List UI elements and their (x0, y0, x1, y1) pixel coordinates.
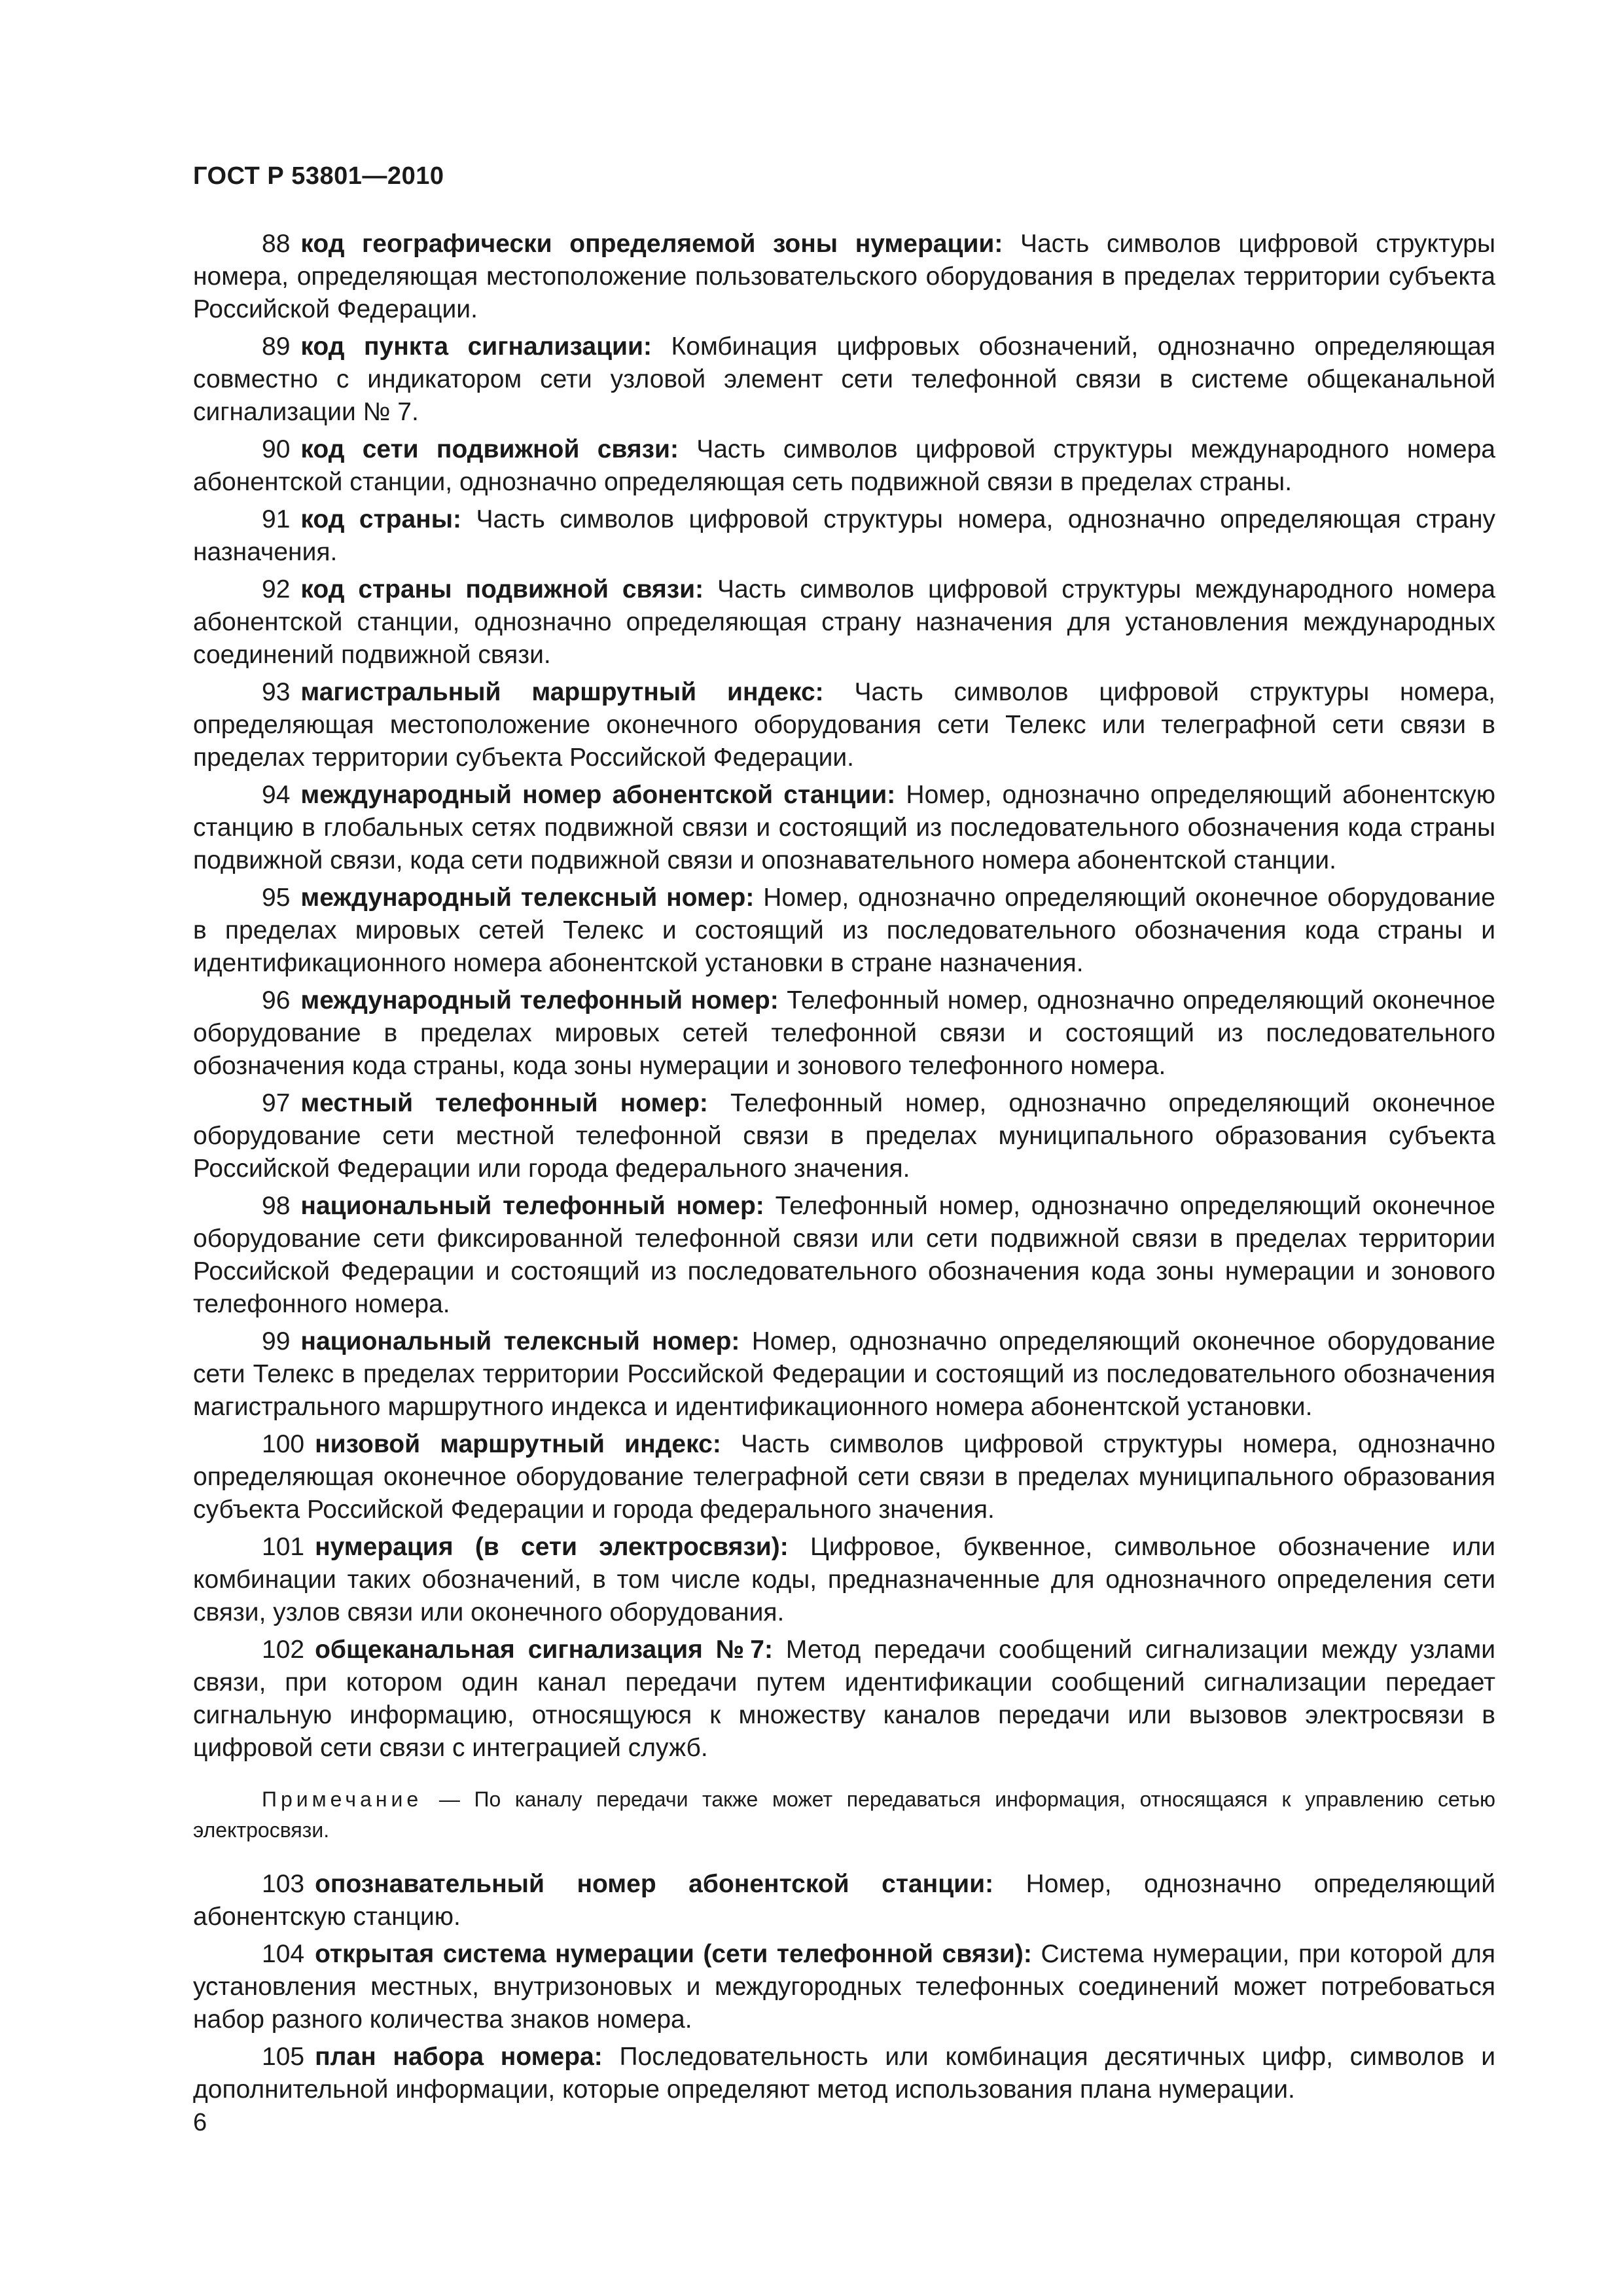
entry-number: 93 (262, 678, 291, 706)
definition-entry (193, 1531, 1495, 1629)
entry-definition: Часть символов цифровой структуры международного номера абонентской станции, однозначно определяющая сеть подвижной связи в пределах страны. (193, 435, 1495, 496)
definition-entry (193, 779, 1495, 877)
entry-term: местный телефонный номер: (300, 1089, 708, 1117)
document-body (193, 228, 1495, 2111)
entry-number: 104 (262, 1940, 305, 1968)
entry-definition: Комбинация цифровых обозначений, однозначно определяющая совместно с индикатором сети узловой элемент сети телефонной связи в системе общеканальной сигнализации № 7. (193, 332, 1495, 426)
definition-entry (193, 503, 1495, 569)
definition-entry (193, 1325, 1495, 1424)
entry-number: 88 (262, 230, 291, 258)
entry-number: 90 (262, 435, 291, 463)
entry-definition: Телефонный номер, однозначно определяющий оконечное оборудование в пределах мировых сетей телефонной связи и состоящий из последовательного обозначения кода страны, кода зоны нумерации и зонового телефонного номера. (193, 986, 1495, 1080)
definition-entry (193, 228, 1495, 326)
entry-term: открытая система нумерации (сети телефонной связи): (315, 1940, 1032, 1968)
definition-entry (193, 331, 1495, 429)
entry-term: национальный телефонный номер: (300, 1192, 764, 1220)
entry-number: 92 (262, 575, 291, 603)
definition-entry (193, 1634, 1495, 1765)
entry-definition: Часть символов цифровой структуры номера, определяющая местоположение пользовательского оборудования в пределах территории субъекта Российской Федерации. (193, 230, 1495, 323)
definition-entry (193, 1938, 1495, 2036)
entry-term: международный телексный номер: (300, 884, 755, 912)
entry-number: 100 (262, 1430, 305, 1458)
entry-number: 105 (262, 2043, 305, 2071)
entry-definition: Система нумерации, при которой для установления местных, внутризоновых и междугородных телефонных соединений может потребоваться набор разного количества знаков номера. (193, 1940, 1495, 2034)
entry-number: 95 (262, 884, 291, 912)
entry-definition: Часть символов цифровой структуры международного номера абонентской станции, однозначно определяющая страну назначения для установления международных соединений подвижной связи. (193, 575, 1495, 669)
entry-number: 97 (262, 1089, 291, 1117)
definition-entry (193, 573, 1495, 672)
entry-number: 101 (262, 1533, 305, 1561)
entry-term: код сети подвижной связи: (300, 435, 679, 463)
entry-definition: Часть символов цифровой структуры номера, однозначно определяющая страну назначения. (193, 505, 1495, 566)
entry-definition: Часть символов цифровой структуры номера, однозначно определяющая оконечное оборудование телеграфной сети связи в пределах муниципального образования субъекта Российской Федерации и города федерального значения. (193, 1430, 1495, 1524)
entry-definition: Цифровое, буквенное, символьное обозначение или комбинации таких обозначений, в том числе коды, предназначенные для однозначного определения сети связи, узлов связи или оконечного оборудования. (193, 1533, 1496, 1626)
note-block (193, 1784, 1495, 1846)
entry-number: 99 (262, 1327, 291, 1355)
document-header: ГОСТ Р 53801—2010 (193, 162, 444, 190)
definitions-list-continued (193, 1868, 1495, 2106)
entry-definition: Номер, однозначно определяющий оконечное оборудование сети Телекс в пределах территории Российской Федерации и состоящий из последовательного обозначения магистрального маршрутного индекса и идентификационного номера абонентской установки. (193, 1327, 1495, 1421)
entry-definition: Телефонный номер, однозначно определяющий оконечное оборудование сети местной телефонной связи в пределах муниципального образования субъекта Российской Федерации или города федерального значения. (193, 1089, 1495, 1183)
note-label: Примечание (262, 1787, 423, 1811)
entry-term: низовой маршрутный индекс: (315, 1430, 721, 1458)
entry-number: 96 (262, 986, 291, 1014)
definition-entry (193, 1428, 1495, 1526)
entry-number: 103 (262, 1870, 305, 1898)
note-text: По каналу передачи также может передаваться информация, относящаяся к управлению сетью электросвязи. (193, 1787, 1496, 1842)
entry-definition: Номер, однозначно определяющий абонентскую станцию. (193, 1870, 1495, 1931)
entry-number: 98 (262, 1192, 291, 1220)
entry-term: магистральный маршрутный индекс: (300, 678, 824, 706)
entry-definition: Номер, однозначно определяющий оконечное оборудование в пределах мировых сетей Телекс и состоящий из последовательного обозначения кода страны и идентификационного номера абонентской установки в стране назначения. (193, 884, 1495, 977)
definition-entry (193, 882, 1495, 980)
definition-entry (193, 676, 1495, 774)
entry-term: общеканальная сигнализация №7: (315, 1636, 773, 1664)
entry-term: код географически определяемой зоны нумерации: (300, 230, 1003, 258)
entry-term: опознавательный номер абонентской станции: (315, 1870, 994, 1898)
definition-entry (193, 1868, 1495, 1933)
definition-entry (193, 1190, 1495, 1321)
entry-term: план набора номера: (315, 2043, 603, 2071)
entry-term: код пункта сигнализации: (300, 332, 652, 361)
entry-number: 89 (262, 332, 291, 361)
definition-entry (193, 2041, 1495, 2106)
entry-number: 91 (262, 505, 291, 533)
definition-entry (193, 1087, 1495, 1185)
entry-term: национальный телексный номер: (300, 1327, 740, 1355)
entry-definition: Телефонный номер, однозначно определяющий оконечное оборудование сети фиксированной телефонной связи или сети подвижной связи в пределах территории Российской Федерации и состоящий из последовательного обозначения кода зоны нумерации и зонового телефонного номера. (193, 1192, 1495, 1318)
entry-term: код страны: (300, 505, 462, 533)
entry-term: международный номер абонентской станции: (300, 781, 896, 809)
entry-definition: Метод передачи сообщений сигнализации между узлами связи, при котором один канал передачи путем идентификации сообщений сигнализации передает сигнальную информацию, относящуюся к множеству каналов передачи или вызовов электросвязи в цифровой сети связи с интеграцией служб. (193, 1636, 1495, 1762)
definition-entry (193, 433, 1495, 499)
entry-number: 94 (262, 781, 291, 809)
entry-definition: Часть символов цифровой структуры номера, определяющая местоположение оконечного оборудования сети Телекс или телеграфной сети связи в пределах территории субъекта Российской Федерации. (193, 678, 1496, 772)
definition-entry (193, 984, 1495, 1083)
entry-definition: Последовательность или комбинация десятичных цифр, символов и дополнительной информации, которые определяют метод использования плана нумерации. (193, 2043, 1496, 2104)
entry-number: 102 (262, 1636, 305, 1664)
entry-term: код страны подвижной связи: (300, 575, 704, 603)
entry-term: нумерация (в сети электросвязи): (315, 1533, 789, 1561)
entry-term: международный телефонный номер: (300, 986, 779, 1014)
definitions-list (193, 228, 1495, 1765)
page-number: 6 (193, 2109, 207, 2136)
note-dash: — (425, 1787, 474, 1811)
entry-definition: Номер, однозначно определяющий абонентскую станцию в глобальных сетях подвижной связи и состоящий из последовательного обозначения кода страны подвижной связи, кода сети подвижной связи и опознавательного номера абонентской станции. (193, 781, 1495, 874)
